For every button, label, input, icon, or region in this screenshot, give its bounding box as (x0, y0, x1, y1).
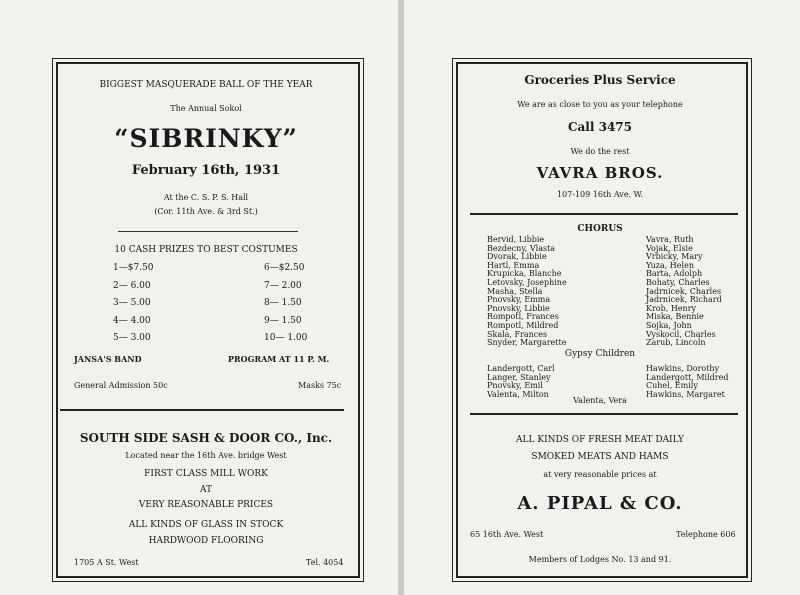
meat-ad-line1: ALL KINDS OF FRESH MEAT DAILY (516, 435, 684, 445)
gypsy-member: Hawkins, Dorothy (646, 364, 720, 373)
section-rule (60, 409, 344, 411)
chorus-member: Rompotl, Frances (487, 312, 559, 322)
gypsy-member: Landergott, Carl (487, 364, 555, 373)
prize-item: 5— 3.00 (113, 333, 151, 343)
grocery-tagline: We are as close to you as your telephone (517, 100, 683, 109)
gypsy-right-column (646, 365, 728, 399)
general-admission: General Admission 50c (74, 381, 168, 390)
program-time: PROGRAM AT 11 P. M. (228, 354, 330, 364)
band-name: JANSA'S BAND (74, 354, 142, 364)
prize-item: 7— 2.00 (264, 280, 302, 291)
gypsy-member: Valenta, Milton (487, 389, 549, 399)
event-header: BIGGEST MASQUERADE BALL OF THE YEAR (99, 80, 313, 90)
ad-line-mill-work: FIRST CLASS MILL WORK (144, 469, 268, 479)
prize-item: 9— 1.50 (264, 315, 302, 326)
chorus-title: CHORUS (577, 224, 623, 234)
vavra-bros-address: 107-109 16th Ave. W. (556, 190, 644, 199)
masks-price: Masks 75c (298, 381, 342, 390)
gypsy-member: Cuhel, Emily (646, 381, 698, 391)
ad-line-prices: VERY REASONABLE PRICES (138, 500, 274, 510)
pipal-address: 65 16th Ave. West (470, 530, 544, 539)
vavra-bros-name: VAVRA BROS. (536, 164, 664, 182)
chorus-member: Vojak, Elsie (646, 243, 693, 253)
gypsy-member: Pnovsky, Emil (487, 381, 543, 391)
ad-line-at: AT (199, 485, 212, 495)
chorus-member: Hartl, Emma (487, 260, 540, 270)
divider (118, 231, 298, 232)
pipal-telephone: Telephone 606 (676, 530, 736, 539)
lodges-footer: Members of Lodges No. 13 and 91. (528, 555, 672, 564)
chorus-member: Yuza, Helen (646, 260, 694, 270)
event-venue: At the C. S. P. S. Hall (163, 193, 249, 202)
chorus-member: Bervid, Libbie (487, 235, 545, 244)
gypsy-member: Hawkins, Margaret (646, 389, 725, 399)
ad-line-glass: ALL KINDS OF GLASS IN STOCK (128, 520, 284, 530)
chorus-member: Bezdecny, Vlasta (487, 243, 556, 253)
chorus-member: Rompotl, Mildred (487, 320, 559, 330)
gypsy-center-member: Valenta, Vera (573, 396, 627, 405)
prizes-title: 10 CASH PRIZES TO BEST COSTUMES (114, 245, 298, 255)
prizes-left-column (113, 260, 154, 348)
prize-item: 3— 5.00 (113, 298, 151, 308)
sash-door-company: SOUTH SIDE SASH & DOOR CO., Inc. (79, 431, 333, 445)
chorus-member: Vavra, Ruth (646, 235, 694, 244)
chorus-member: Pnovsky, Libbie (487, 303, 550, 313)
prizes-right-column (264, 260, 307, 348)
chorus-member: Pnovsky, Emma (487, 295, 551, 305)
chorus-member: Krupicka, Blanche (487, 269, 562, 279)
gypsy-member: Landergott, Mildred (646, 372, 729, 382)
grocery-rest: We do the rest (570, 147, 630, 156)
chorus-right-column (646, 236, 722, 348)
ad-line-flooring: HARDWOOD FLOORING (148, 536, 264, 546)
event-subheader: The Annual Sokol (170, 104, 242, 113)
chorus-member: Dvorak, Libbie (487, 252, 547, 262)
chorus-member: Barta, Adolph (646, 269, 703, 279)
prize-item: 4— 4.00 (113, 315, 151, 326)
prize-item: 1—$7.50 (113, 263, 154, 273)
event-date: February 16th, 1931 (131, 163, 281, 178)
gypsy-children-title: Gypsy Children (564, 349, 636, 359)
chorus-member: Krob, Henry (646, 303, 697, 313)
chorus-member: Vrbicky, Mary (646, 252, 703, 262)
meat-ad-line3: at very reasonable prices at (543, 470, 657, 479)
grocery-title: Groceries Plus Service (524, 73, 676, 87)
section-rule (470, 413, 738, 415)
chorus-member: Jadrnicek, Richard (646, 295, 722, 305)
event-name: “SIBRINKY” (114, 124, 298, 153)
gypsy-left-column (487, 365, 555, 399)
chorus-member: Bohaty, Charles (646, 277, 710, 287)
chorus-member: Miska, Bennie (646, 312, 704, 322)
sash-door-tel: Tel. 4054 (306, 558, 344, 567)
chorus-member: Letovsky, Josephine (487, 277, 567, 287)
grocery-call: Call 3475 (567, 120, 633, 134)
event-venue-address: (Cor. 11th Ave. & 3rd St.) (154, 207, 258, 216)
sash-door-location: Located near the 16th Ave. bridge West (125, 451, 287, 460)
prize-item: 8— 1.50 (264, 298, 302, 308)
gypsy-member: Langer, Stanley (487, 372, 551, 382)
chorus-member: Vyskocil, Charles (646, 329, 716, 339)
meat-ad-line2: SMOKED MEATS AND HAMS (531, 452, 669, 462)
chorus-member: Snyder, Margarette (487, 338, 567, 348)
chorus-left-column (487, 236, 567, 348)
prize-item: 10— 1.00 (264, 333, 308, 343)
prize-item: 6—$2.50 (264, 263, 305, 273)
chorus-member: Masha, Stella (487, 286, 543, 296)
pipal-company-name: A. PIPAL & CO. (517, 493, 683, 514)
chorus-member: Sojka, John (646, 320, 692, 330)
prize-item: 2— 6.00 (113, 280, 151, 291)
chorus-member: Skala, Frances (487, 329, 548, 339)
chorus-member: Jadrnicek, Charles (646, 286, 722, 296)
section-rule (470, 213, 738, 215)
chorus-member: Zarub, Lincoln (646, 338, 706, 348)
sash-door-address: 1705 A St. West (74, 558, 139, 567)
